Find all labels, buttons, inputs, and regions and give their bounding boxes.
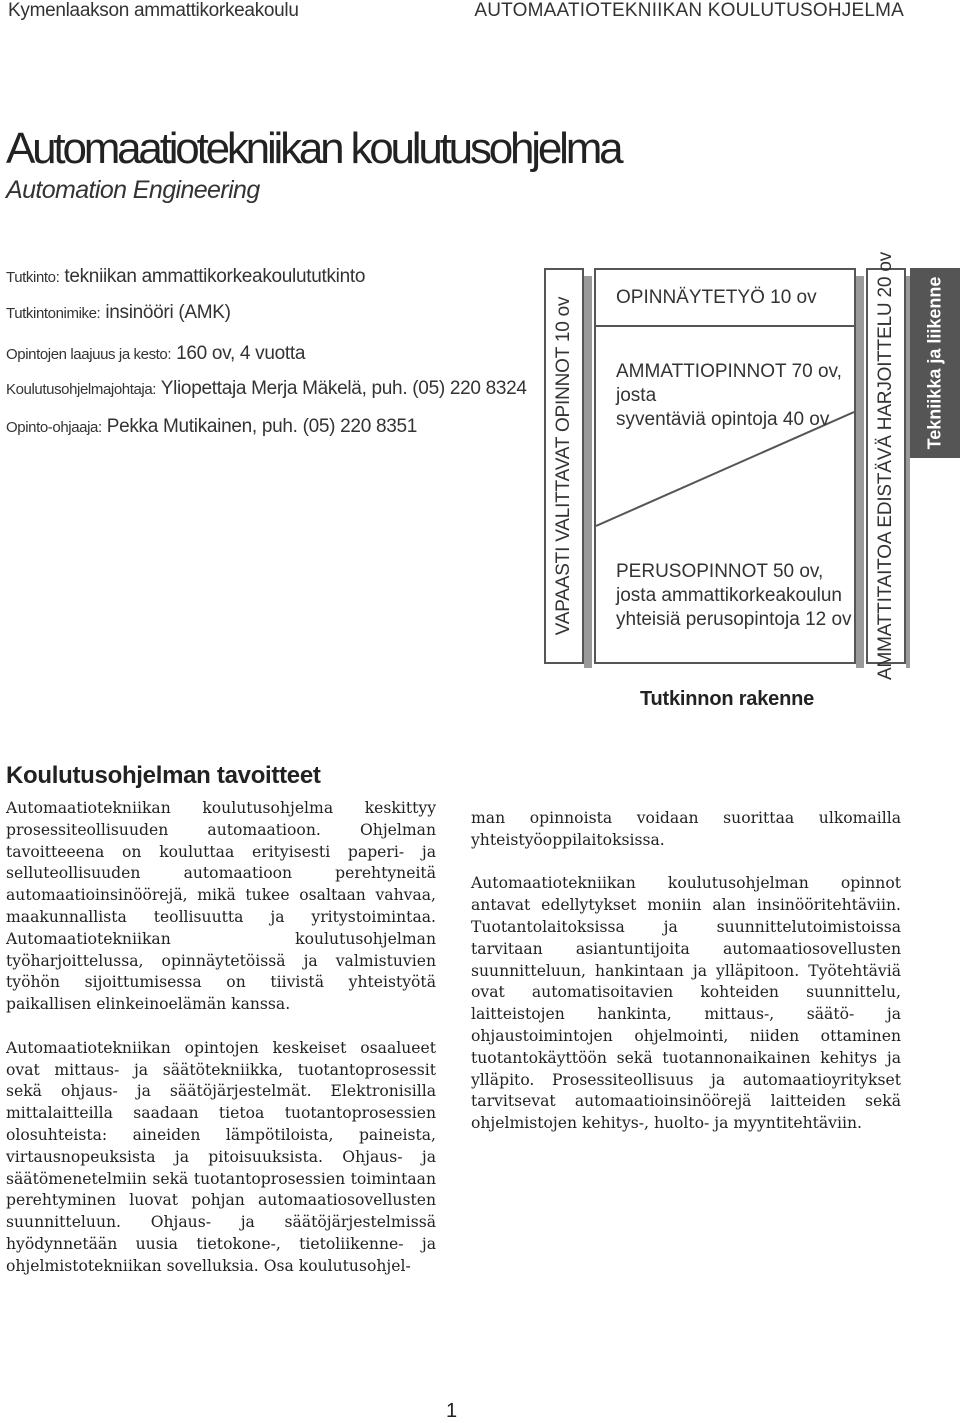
side-tab bbox=[910, 268, 960, 458]
section-heading: Koulutusohjelman tavoitteet bbox=[6, 762, 321, 789]
elective-studies-label: VAPAASTI VALITTAVAT OPINNOT 10 ov bbox=[553, 296, 574, 636]
info-value: 160 ov, 4 vuotta bbox=[176, 343, 306, 364]
info-value: Yliopettaja Merja Mäkelä, puh. (05) 220 8324 bbox=[160, 378, 527, 399]
text-line: AMMATTIOPINNOT 70 ov, bbox=[616, 361, 842, 382]
box-shadow bbox=[584, 276, 592, 668]
side-tab-label: Tekniikka ja liikenne bbox=[924, 276, 945, 450]
info-value: insinööri (AMK) bbox=[105, 302, 231, 323]
paragraph: Automaatiotekniikan koulutusohjelma keskittyy prosessiteollisuuden automaatioon. Ohjelman tavoitteeena on kouluttaa erityisesti paperi- ja selluteollisuuden automaatioon perehtyneitä automaatioinsinöörejä, mikä tukee osaltaan vahvaa, maakunnallista teollisuutta ja yritystoimintaa. Automaatiotekniikan koulutusohjelman työharjoittelussa, opinnäytetöissä ja valmistuvien työhön sijoittumisessa on tiivistä yhteistyötä paikallisen elinkeinoelämän kanssa. bbox=[6, 799, 436, 1014]
info-label: Koulutusohjelmajohtaja: bbox=[6, 381, 157, 398]
info-scope bbox=[6, 343, 305, 365]
diagram-caption: Tutkinnon rakenne bbox=[640, 688, 815, 710]
text-line: syventäviä opintoja 40 ov bbox=[616, 409, 830, 430]
professional-studies-label bbox=[616, 360, 842, 432]
info-value: tekniikan ammattikorkeakoulututkinto bbox=[64, 266, 366, 287]
info-label: Tutkinto: bbox=[6, 269, 60, 286]
right-column bbox=[471, 808, 901, 1157]
page-number: 1 bbox=[446, 1400, 458, 1422]
thesis-label: OPINNÄYTETYÖ 10 ov bbox=[616, 287, 817, 308]
internship-label: AMMATTITAITOA EDISTÄVÄ HARJOITTELU 20 ov bbox=[875, 251, 896, 681]
info-value: Pekka Mutikainen, puh. (05) 220 8351 bbox=[106, 416, 418, 437]
page-subtitle: Automation Engineering bbox=[6, 176, 260, 204]
text-line: yhteisiä perusopintoja 12 ov bbox=[616, 609, 852, 630]
paragraph: man opinnoista voidaan suorittaa ulkomailla yhteistyöoppilaitoksissa. bbox=[471, 809, 901, 849]
left-column bbox=[6, 798, 436, 1299]
paragraph: Automaatiotekniikan koulutusohjelman opinnot antavat edellytykset moniin alan insinööritehtäviin. Tuotantolaitoksissa ja suunnittelutoimistoissa tarvitaan asiantuntijoita automaatiosovellusten suunnitteluun, hankintaan ja ylläpitoon. Työtehtäviä ovat automatisoitavien kohteiden suunnittelu, laitteistojen hankinta, mittaus-, säätö- ja ohjaustoimintojen ohjelmointi, niiden ottaminen tuotantokäyttöön sekä tuotannonaikainen kehitys ja ylläpito. Prosessiteollisuus ja automaatioyritykset tarvitsevat automaatioinsinöörejä laitteiden sekä ohjelmistojen kehitys-, huolto- ja myyntitehtäviin. bbox=[471, 874, 901, 1133]
page-title: Automaatiotekniikan koulutusohjelma bbox=[6, 124, 621, 173]
paragraph: Automaatiotekniikan opintojen keskeiset osaalueet ovat mittaus- ja säätötekniikka, tuotantoprosessit sekä ohjaus- ja säätöjärjestelmät. Elektronisilla mittalaitteilla saadaan tietoa tuotantoprosessien olosuhteista: aineiden lämpötiloista, paineista, virtausnopeuksista ja pitoisuuksista. Ohjaus- ja säätömenetelmiin sekä tuotantoprosessien toimintaan perehtyminen luovat pohjan automaatiosovellusten suunnitteluun. Ohjaus- ja säätöjärjestelmissä hyödynnetään uusia tietokone-, tietoliikenne- ja ohjelmistotekniikan sovelluksia. Osa koulutusohjel- bbox=[6, 1038, 436, 1275]
text-line: PERUSOPINNOT 50 ov, bbox=[616, 561, 824, 582]
info-director bbox=[6, 378, 527, 400]
info-label: Opintojen laajuus ja kesto: bbox=[6, 346, 172, 363]
box-shadow bbox=[856, 276, 864, 668]
text-line: josta bbox=[616, 385, 657, 406]
header-program: AUTOMAATIOTEKNIIKAN KOULUTUSOHJELMA bbox=[474, 0, 904, 21]
internship-box bbox=[866, 251, 906, 681]
header-institution: Kymenlaakson ammattikorkeakoulu bbox=[8, 0, 299, 21]
info-label: Tutkintonimike: bbox=[6, 305, 101, 322]
elective-studies-box bbox=[544, 268, 584, 664]
core-studies-box bbox=[594, 268, 856, 664]
info-degree bbox=[6, 266, 365, 288]
basic-studies-label bbox=[616, 560, 852, 632]
text-line: josta ammattikorkeakoulun bbox=[616, 585, 842, 606]
info-advisor bbox=[6, 416, 417, 438]
info-title bbox=[6, 302, 231, 324]
info-label: Opinto-ohjaaja: bbox=[6, 419, 102, 436]
